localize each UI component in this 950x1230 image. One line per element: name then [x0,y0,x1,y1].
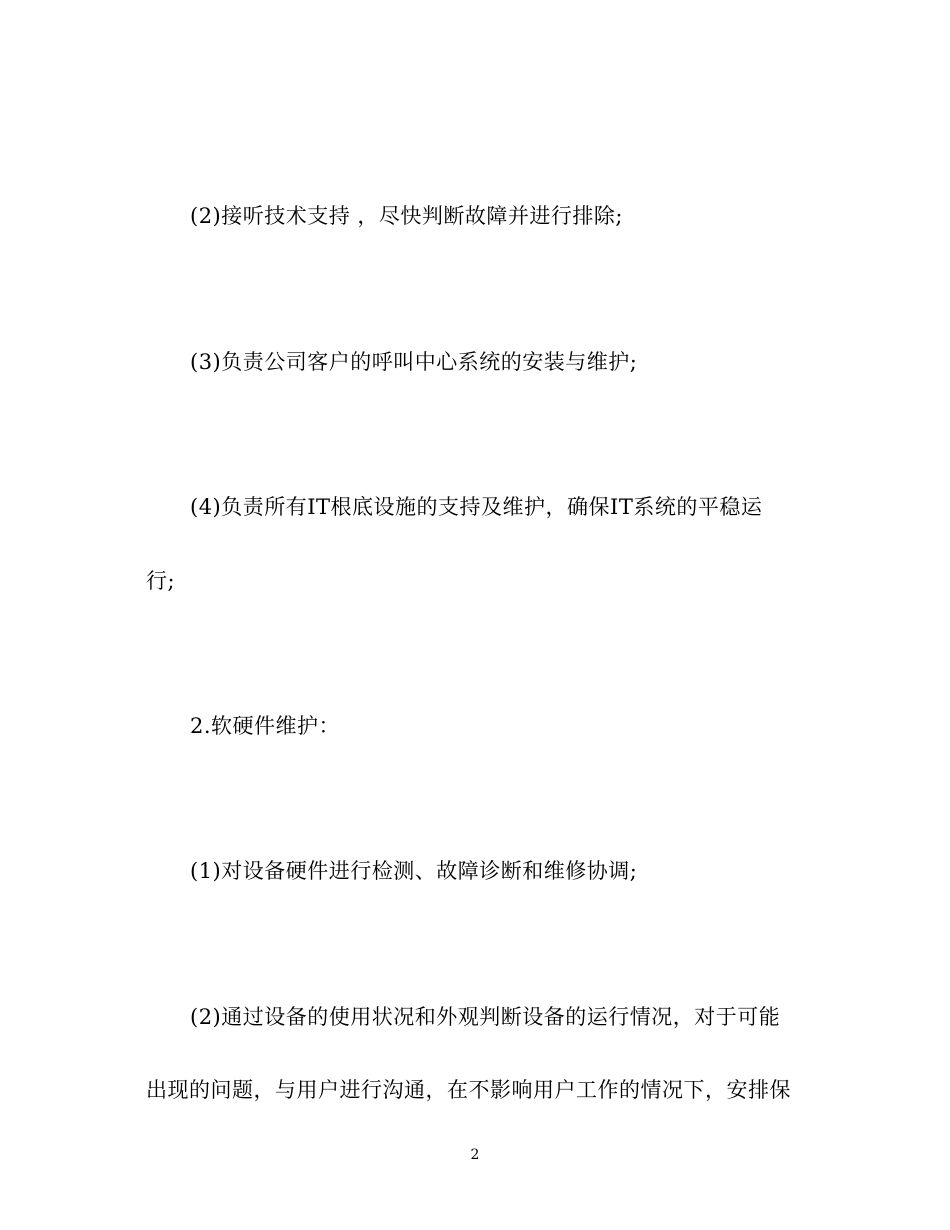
paragraph-line: (3)负责公司客户的呼叫中心系统的安装与维护; [190,350,638,374]
page-number: 2 [470,1147,480,1163]
paragraph-line: (2)通过设备的使用状况和外观判断设备的运行情况，对于可能 [190,1005,781,1029]
paragraph-line: 出现的问题，与用户进行沟通，在不影响用户工作的情况下，安排保 [146,1078,791,1102]
section-heading: 2.软硬件维护： [190,714,341,738]
paragraph-line: (1)对设备硬件进行检测、故障诊断和维修协调; [190,859,638,883]
paragraph-line: (2)接听技术支持 ，尽快判断故障并进行排除; [190,204,623,228]
paragraph-line: (4)负责所有IT根底设施的支持及维护，确保IT系统的平稳运 [190,495,763,519]
paragraph-line: 行; [146,569,176,593]
